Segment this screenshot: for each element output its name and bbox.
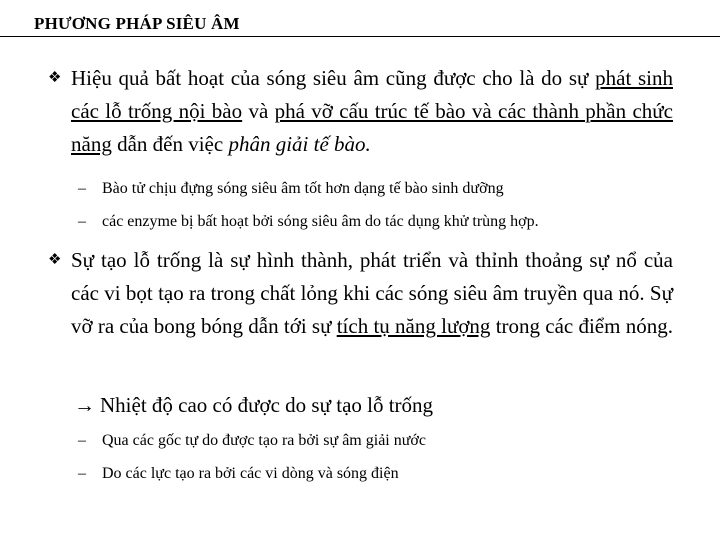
sub-bullet-2-1 [78, 430, 698, 452]
dash-bullet: – [78, 432, 86, 449]
diamond-bullet-icon: ❖ [48, 252, 62, 268]
dash-bullet: – [78, 180, 86, 197]
arrow-right-icon: → [74, 393, 95, 417]
arrow-statement [74, 389, 433, 421]
underlined-phrase: phá vỡ cấu trúc tế bào và các thành phần chức năng [71, 99, 673, 156]
bullet-2-text-part: trong các điểm nóng. [490, 314, 673, 338]
bullet-1-text-part: dẫn đến việc [111, 132, 229, 156]
arrow-statement-text: Nhiệt độ cao có được do sự tạo lỗ trống [100, 393, 434, 417]
bullet-1 [48, 62, 673, 161]
bullet-2 [48, 244, 673, 343]
sub-bullet-text: Bào tử chịu đựng sóng siêu âm tốt hơn dạng tế bào sinh dưỡng [102, 180, 504, 197]
sub-bullet-2-2 [78, 463, 698, 485]
bullet-1-text-part: Hiệu quả bất hoạt của sóng siêu âm cũng được cho là do sự [71, 66, 596, 90]
sub-bullet-1-1 [78, 178, 698, 200]
bullet-2-text [71, 244, 673, 343]
underlined-phrase: phát sinh các lỗ trống nội bào [71, 66, 673, 123]
sub-bullet-text: Qua các gốc tự do được tạo ra bởi sự âm giải nước [102, 432, 426, 449]
dash-bullet: – [78, 465, 86, 482]
sub-bullet-text: các enzyme bị bất hoạt bởi sóng siêu âm do tác dụng khử trùng hợp. [102, 213, 539, 230]
bullet-1-text-part: và [242, 99, 275, 123]
diamond-bullet-icon: ❖ [48, 70, 62, 86]
title-divider [0, 36, 720, 37]
underlined-phrase: tích tụ năng lượng [336, 314, 491, 338]
sub-bullet-1-2 [78, 211, 698, 233]
italic-phrase: phân giải tế bào. [228, 132, 371, 156]
sub-bullet-text: Do các lực tạo ra bởi các vi dòng và sóng điện [102, 465, 399, 482]
bullet-1-text [71, 62, 673, 161]
slide-title: PHƯƠNG PHÁP SIÊU ÂM [34, 14, 240, 33]
bullet-2-text-part: Sự tạo lỗ trống là sự hình thành, phát triển và thỉnh thoảng sự nổ của các vi bọt tạo ra trong chất lỏng khi các sóng siêu âm truyền qua nó. Sự vỡ ra của bong bóng dẫn tới sự [71, 248, 673, 338]
dash-bullet: – [78, 213, 86, 230]
